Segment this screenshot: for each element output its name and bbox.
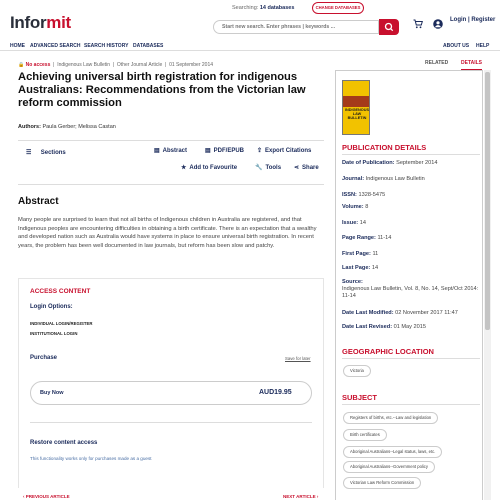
list-icon: ☰ bbox=[26, 150, 32, 156]
detail-label: Date Last Revised: bbox=[342, 324, 393, 330]
purchase-label: Purchase bbox=[30, 355, 58, 361]
detail-label: Volume: bbox=[342, 204, 364, 210]
change-databases-button[interactable]: CHANGE DATABASES bbox=[312, 2, 364, 14]
searching-databases-label bbox=[232, 5, 294, 11]
toolbar-divider-top bbox=[18, 140, 324, 141]
no-access-badge bbox=[18, 62, 50, 68]
detail-value: September 2014 bbox=[396, 160, 438, 166]
searching-label: Searching: bbox=[232, 5, 259, 11]
detail-row bbox=[342, 220, 366, 227]
search-button[interactable] bbox=[379, 19, 399, 35]
detail-row bbox=[342, 251, 378, 258]
article-authors bbox=[18, 124, 116, 130]
subject-chip[interactable]: Victorian Law Reform Commission bbox=[343, 477, 421, 489]
nav-home[interactable]: HOME bbox=[10, 43, 25, 49]
sections-label: Sections bbox=[40, 149, 66, 156]
detail-row bbox=[342, 310, 458, 317]
subject-chip[interactable]: Registers of births, etc.--Law and legislation bbox=[343, 412, 438, 424]
publication-details-heading: PUBLICATION DETAILS bbox=[342, 143, 427, 152]
nav-about-us[interactable]: ABOUT US bbox=[443, 43, 470, 49]
nav-search-history[interactable]: SEARCH HISTORY bbox=[84, 43, 129, 49]
logo-accent-text: mit bbox=[46, 13, 71, 32]
detail-row bbox=[342, 192, 385, 199]
file-icon: ▤ bbox=[205, 148, 211, 154]
authors-label: Authors: bbox=[18, 124, 41, 130]
detail-row bbox=[342, 204, 368, 211]
source-label: Source: bbox=[342, 279, 363, 285]
detail-row bbox=[342, 160, 437, 167]
login-options-label: Login Options: bbox=[30, 304, 73, 310]
detail-label: Journal: bbox=[342, 176, 365, 182]
journal-cover-image bbox=[342, 80, 370, 135]
abstract-button[interactable] bbox=[154, 147, 187, 154]
publication-details-divider bbox=[342, 154, 480, 155]
tools-button[interactable] bbox=[255, 164, 281, 171]
detail-label: Last Page: bbox=[342, 265, 371, 271]
meta-type: Other Journal Article bbox=[116, 62, 163, 68]
detail-value[interactable]: Indigenous Law Bulletin bbox=[365, 176, 425, 182]
detail-value: 01 May 2015 bbox=[393, 324, 426, 330]
institutional-login-link[interactable]: INSTITUTIONAL LOGIN bbox=[30, 331, 78, 336]
wrench-icon: 🔧 bbox=[255, 165, 263, 171]
sidebar-scroll-thumb[interactable] bbox=[485, 72, 490, 330]
geographic-location-heading: GEOGRAPHIC LOCATION bbox=[342, 347, 434, 356]
restore-content-access-link[interactable]: Restore content access bbox=[30, 440, 98, 446]
detail-source-value: Indigenous Law Bulletin, Vol. 8, No. 14, Sept/Oct 2014: 11-14 bbox=[342, 286, 479, 299]
subject-divider bbox=[342, 404, 480, 405]
next-article-label: NEXT ARTICLE bbox=[283, 494, 316, 499]
previous-article-label: PREVIOUS ARTICLE bbox=[25, 494, 70, 499]
toolbar-divider-bottom bbox=[18, 184, 324, 185]
share-label: Share bbox=[302, 164, 319, 171]
share-icon: ⋖ bbox=[294, 165, 300, 171]
no-access-text: No access bbox=[25, 62, 51, 68]
share-button[interactable] bbox=[294, 164, 319, 171]
favourite-label: Add to Favourite bbox=[189, 164, 238, 171]
search-icon bbox=[379, 19, 399, 35]
cart-icon[interactable] bbox=[413, 16, 423, 26]
subject-chip[interactable]: Aboriginal Australians--Government policy bbox=[343, 461, 435, 473]
informit-logo[interactable] bbox=[10, 13, 71, 33]
authors-value[interactable]: Paula Gerber; Melissa Castan bbox=[42, 124, 116, 130]
price-label: AUD19.95 bbox=[259, 389, 292, 396]
searching-value: 14 databases bbox=[259, 5, 295, 11]
detail-value: 11-14 bbox=[377, 235, 392, 241]
detail-value: 11 bbox=[372, 251, 379, 257]
star-icon: ★ bbox=[181, 165, 187, 171]
chevron-left-icon: ‹ bbox=[23, 494, 26, 499]
save-for-later-link[interactable]: Save for later bbox=[285, 356, 311, 361]
lock-icon: 🔒 bbox=[18, 62, 25, 68]
restore-note: This functionality works only for purchases made as a guest bbox=[30, 456, 152, 461]
login-register-link[interactable]: Login | Register bbox=[450, 17, 496, 23]
next-article-link[interactable] bbox=[283, 494, 318, 499]
subject-chip[interactable]: Birth certificates bbox=[343, 429, 387, 441]
detail-label: Issue: bbox=[342, 220, 359, 226]
article-title: Achieving universal birth registration for indigenous Australians: Recommendations from the Victorian law reform commission bbox=[18, 71, 306, 109]
individual-login-link[interactable]: INDIVIDUAL LOGIN/REGISTER bbox=[30, 321, 93, 326]
pdf-label: PDF/EPUB bbox=[213, 147, 245, 154]
access-content-title: ACCESS CONTENT bbox=[30, 288, 91, 295]
detail-label: Date of Publication: bbox=[342, 160, 395, 166]
detail-value: 14 bbox=[359, 220, 366, 226]
detail-row bbox=[342, 176, 425, 183]
abstract-text: Many people are surprised to learn that not all births of Indigenous children in Australia are registered, and that Indigenous peoples are encountering difficulties in obtaining a birth certificate. There is an expectation that a wealthy and developed nation such as Australia would have systems in place to ensure universal birth registration. In recent years, the problem has been well documented in law journals, but reform has been slow and patchy. bbox=[18, 217, 317, 249]
detail-row bbox=[342, 235, 391, 242]
sections-button[interactable] bbox=[26, 149, 66, 156]
subject-heading: SUBJECT bbox=[342, 393, 378, 402]
export-icon: ⇪ bbox=[257, 148, 263, 154]
detail-label: ISSN: bbox=[342, 192, 357, 198]
detail-value: 02 November 2017 11:47 bbox=[395, 310, 458, 316]
detail-value: 1328-5475 bbox=[358, 192, 386, 198]
user-icon[interactable] bbox=[433, 16, 443, 26]
cover-band bbox=[343, 96, 369, 107]
add-favourite-button[interactable] bbox=[181, 164, 237, 171]
tab-related[interactable]: RELATED bbox=[425, 60, 449, 66]
abstract-heading: Abstract bbox=[18, 196, 59, 207]
geographic-divider bbox=[342, 358, 480, 359]
chevron-right-icon: › bbox=[315, 494, 319, 499]
nav-advanced-search[interactable]: ADVANCED SEARCH bbox=[30, 43, 81, 49]
detail-label: Page Range: bbox=[342, 235, 376, 241]
subject-chip[interactable]: Aboriginal Australians--Legal status, laws, etc. bbox=[343, 446, 442, 458]
export-label: Export Citations bbox=[265, 147, 312, 154]
document-icon: ▤ bbox=[154, 148, 160, 154]
detail-value: 8 bbox=[365, 204, 369, 210]
buy-now-label: Buy Now bbox=[40, 390, 64, 396]
detail-source-label bbox=[342, 279, 363, 286]
pdf-epub-button[interactable] bbox=[205, 147, 244, 154]
geo-chip[interactable]: Victoria bbox=[343, 365, 371, 377]
meta-journal[interactable]: Indigenous Law Bulletin bbox=[57, 62, 111, 68]
search-input[interactable]: Start new search. Enter phrases | keywords ... bbox=[213, 20, 379, 34]
detail-label: Date Last Modified: bbox=[342, 310, 394, 316]
detail-label: First Page: bbox=[342, 251, 371, 257]
detail-row bbox=[342, 324, 426, 331]
article-meta: 🔒 No access | Indigenous Law Bulletin | Other Journal Article | 01 September 2014 bbox=[18, 62, 214, 68]
detail-value: 14 bbox=[371, 265, 379, 271]
cover-title: INDIGENOUS LAW BULLETIN bbox=[344, 108, 370, 121]
nav-databases[interactable]: DATABASES bbox=[133, 43, 164, 49]
detail-row bbox=[342, 265, 378, 272]
meta-date: 01 September 2014 bbox=[169, 62, 214, 68]
abstract-label: Abstract bbox=[162, 147, 188, 154]
previous-article-link[interactable] bbox=[23, 494, 70, 499]
nav-help[interactable]: HELP bbox=[476, 43, 490, 49]
logo-main-text: Infor bbox=[10, 13, 47, 32]
export-citations-button[interactable] bbox=[257, 147, 311, 154]
tab-details[interactable]: DETAILS bbox=[461, 60, 482, 70]
restore-divider bbox=[30, 422, 312, 423]
tools-label: Tools bbox=[265, 164, 282, 171]
